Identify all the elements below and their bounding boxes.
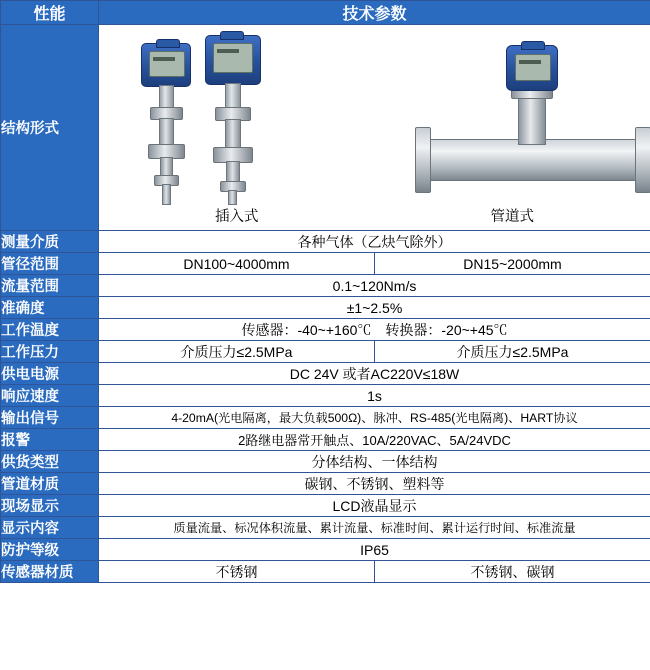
row-value-diameter-right: DN15~2000mm <box>375 253 650 275</box>
table-row <box>1 407 650 429</box>
pipe-illustration <box>375 35 650 203</box>
stem-icon <box>159 118 174 146</box>
row-label-local-display: 现场显示 <box>1 495 99 517</box>
row-label-display-content: 显示内容 <box>1 517 99 539</box>
row-value-response-speed: 1s <box>99 385 650 407</box>
neck-icon <box>225 83 241 109</box>
row-label-sensor-material: 传感器材质 <box>1 561 99 583</box>
pipe-flange-right-icon <box>635 127 650 193</box>
probe-tip-icon <box>162 184 171 205</box>
header-performance-label: 性能 <box>1 1 99 25</box>
row-value-output-signal: 4-20mA(光电隔离，最大负载500Ω)、脉冲、RS-485(光电隔离)、HART协议 <box>99 407 650 429</box>
row-label-alarm: 报警 <box>1 429 99 451</box>
row-label-working-pressure: 工作压力 <box>1 341 99 363</box>
insertion-device-a <box>137 43 197 203</box>
table-row <box>1 385 650 407</box>
insertion-type-caption: 插入式 <box>215 209 259 225</box>
neck-icon <box>159 85 174 109</box>
pipe-type-figure <box>375 25 650 230</box>
table-row <box>1 253 650 275</box>
lcd-screen-icon <box>213 43 253 73</box>
structure-row <box>1 25 650 231</box>
row-value-flow-range: 0.1~120Nm/s <box>99 275 650 297</box>
table-row <box>1 231 650 253</box>
head-cap-icon <box>521 41 545 50</box>
transmitter-head-icon <box>141 43 191 87</box>
row-label-protection-level: 防护等级 <box>1 539 99 561</box>
row-value-display-content: 质量流量、标况体积流量、累计流量、标准时间、累计运行时间、标准流量 <box>99 517 650 539</box>
row-label-power-supply: 供电电源 <box>1 363 99 385</box>
table-row <box>1 473 650 495</box>
row-label-flow-range: 流量范围 <box>1 275 99 297</box>
insertion-type-figure <box>99 25 375 230</box>
pipe-type-caption: 管道式 <box>490 209 535 225</box>
row-label-medium: 测量介质 <box>1 231 99 253</box>
table-row <box>1 429 650 451</box>
row-value-local-display: LCD液晶显示 <box>99 495 650 517</box>
row-value-medium: 各种气体（乙炔气除外） <box>99 231 650 253</box>
pipe-body-icon <box>427 139 639 181</box>
row-value-working-pressure-right: 介质压力≤2.5MPa <box>375 341 650 363</box>
head-cap-icon <box>220 31 244 40</box>
table-header-row <box>1 1 650 25</box>
lcd-screen-icon <box>149 51 185 77</box>
probe-tip-icon <box>228 190 237 205</box>
transmitter-head-icon <box>205 35 261 85</box>
row-label-structure: 结构形式 <box>1 25 99 231</box>
row-value-diameter-left: DN100~4000mm <box>99 253 375 275</box>
structure-figures-cell <box>99 25 650 231</box>
row-value-sensor-material-right: 不锈钢、碳钢 <box>375 561 650 583</box>
transmitter-head-icon <box>506 45 558 91</box>
row-value-protection-level: IP65 <box>99 539 650 561</box>
row-value-sensor-material-left: 不锈钢 <box>99 561 375 583</box>
row-label-diameter: 管径范围 <box>1 253 99 275</box>
row-value-supply-type: 分体结构、一体结构 <box>99 451 650 473</box>
stem-icon <box>225 119 241 149</box>
pipe-flange-left-icon <box>415 127 431 193</box>
insertion-device-b <box>199 35 269 203</box>
row-value-alarm: 2路继电器常开触点、10A/220VAC、5A/24VDC <box>99 429 650 451</box>
table-row <box>1 451 650 473</box>
table-row <box>1 539 650 561</box>
lower-stem-icon <box>160 157 173 177</box>
row-label-accuracy: 准确度 <box>1 297 99 319</box>
row-value-power-supply: DC 24V 或者AC220V≤18W <box>99 363 650 385</box>
lower-stem-icon <box>226 161 240 183</box>
head-cap-icon <box>156 39 180 48</box>
insertion-illustration <box>99 35 375 203</box>
table-row <box>1 297 650 319</box>
table-row <box>1 495 650 517</box>
lcd-screen-icon <box>515 54 551 81</box>
table-row <box>1 363 650 385</box>
table-row <box>1 275 650 297</box>
row-label-output-signal: 输出信号 <box>1 407 99 429</box>
table-row <box>1 561 650 583</box>
table-row <box>1 517 650 539</box>
table-row <box>1 341 650 363</box>
row-value-working-temperature: 传感器：-40~+160℃ 转换器：-20~+45℃ <box>99 319 650 341</box>
row-value-accuracy: ±1~2.5% <box>99 297 650 319</box>
row-label-pipe-material: 管道材质 <box>1 473 99 495</box>
row-label-supply-type: 供货类型 <box>1 451 99 473</box>
row-label-response-speed: 响应速度 <box>1 385 99 407</box>
table-row <box>1 319 650 341</box>
pipe-stem-icon <box>518 91 546 145</box>
row-value-pipe-material: 碳钢、不锈钢、塑料等 <box>99 473 650 495</box>
row-value-working-pressure-left: 介质压力≤2.5MPa <box>99 341 375 363</box>
row-label-working-temperature: 工作温度 <box>1 319 99 341</box>
header-tech-params-label: 技术参数 <box>99 1 650 25</box>
